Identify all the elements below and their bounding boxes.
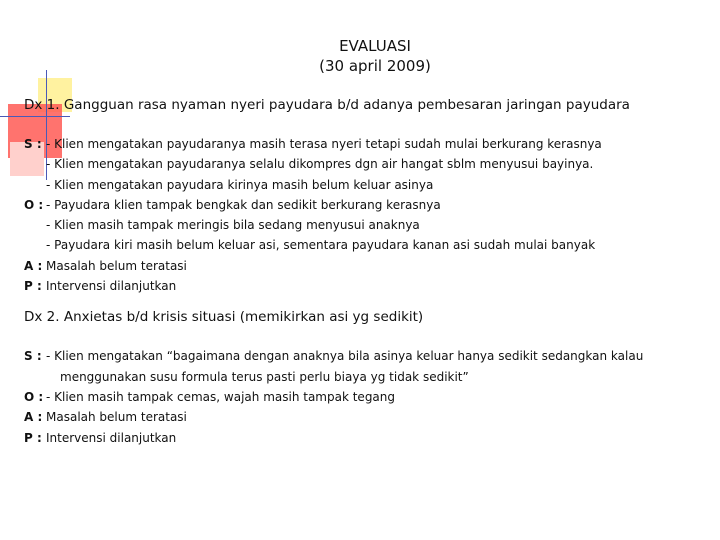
dx2-s-label: S : bbox=[24, 349, 42, 364]
title-line-1: EVALUASI bbox=[339, 37, 411, 55]
evaluation-content bbox=[24, 96, 704, 448]
dx2-o-text-1: - Klien masih tampak cemas, wajah masih tampak tegang bbox=[46, 389, 396, 404]
dx2-p-label: P : bbox=[24, 430, 42, 445]
title-date: (30 april 2009) bbox=[319, 57, 431, 75]
dx2-p-text: Intervensi dilanjutkan bbox=[46, 430, 177, 445]
dx1-o-line-1 bbox=[24, 195, 704, 215]
dx1-a-label: A : bbox=[24, 258, 43, 273]
dx1-o-text-1: - Payudara klien tampak bengkak dan sedikit berkurang kerasnya bbox=[46, 197, 441, 212]
dx2-s-text-1: - Klien mengatakan “bagaimana dengan anaknya bila asinya keluar hanya sedikit sedangkan kalau bbox=[46, 349, 644, 364]
dx2-p-line bbox=[24, 428, 704, 448]
dx2-s-line-1 bbox=[24, 346, 704, 366]
dx1-a-text: Masalah belum teratasi bbox=[46, 258, 187, 273]
dx1-o-label: O : bbox=[24, 197, 44, 212]
dx1-p-line bbox=[24, 276, 704, 296]
dx1-o-line-3: - Payudara kiri masih belum keluar asi, sementara payudara kanan asi sudah mulai banyak bbox=[46, 238, 596, 253]
dx1-s-line-1 bbox=[24, 134, 704, 154]
page-title bbox=[300, 36, 450, 76]
dx1-heading: Dx 1. Gangguan rasa nyaman nyeri payudara b/d adanya pembesaran jaringan payudara bbox=[24, 97, 630, 113]
dx1-a-line bbox=[24, 256, 704, 276]
dx1-s-text-1: - Klien mengatakan payudaranya masih terasa nyeri tetapi sudah mulai berkurang kerasnya bbox=[46, 137, 602, 151]
dx1-s-line-2: - Klien mengatakan payudaranya selalu dikompres dgn air hangat sblm menyusui bayinya. bbox=[46, 157, 594, 172]
dx2-a-text: Masalah belum teratasi bbox=[46, 410, 187, 425]
dx1-o-line-2: - Klien masih tampak meringis bila sedang menyusui anaknya bbox=[46, 218, 420, 233]
dx1-s-label: S : bbox=[24, 137, 42, 151]
dx1-soap bbox=[24, 134, 704, 296]
dx1-p-label: P : bbox=[24, 279, 42, 294]
dx2-a-line bbox=[24, 407, 704, 427]
dx2-o-line-1 bbox=[24, 387, 704, 407]
dx2-s-line-2: menggunakan susu formula terus pasti perlu biaya yg tidak sedikit” bbox=[60, 369, 469, 384]
dx2-heading: Dx 2. Anxietas b/d krisis situasi (memikirkan asi yg sedikit) bbox=[24, 309, 424, 326]
dx2-soap bbox=[24, 346, 704, 447]
dx2-o-label: O : bbox=[24, 389, 44, 404]
dx1-p-text: Intervensi dilanjutkan bbox=[46, 279, 177, 294]
dx1-s-line-3: - Klien mengatakan payudara kirinya masih belum keluar asinya bbox=[46, 177, 434, 192]
dx2-a-label: A : bbox=[24, 410, 43, 425]
